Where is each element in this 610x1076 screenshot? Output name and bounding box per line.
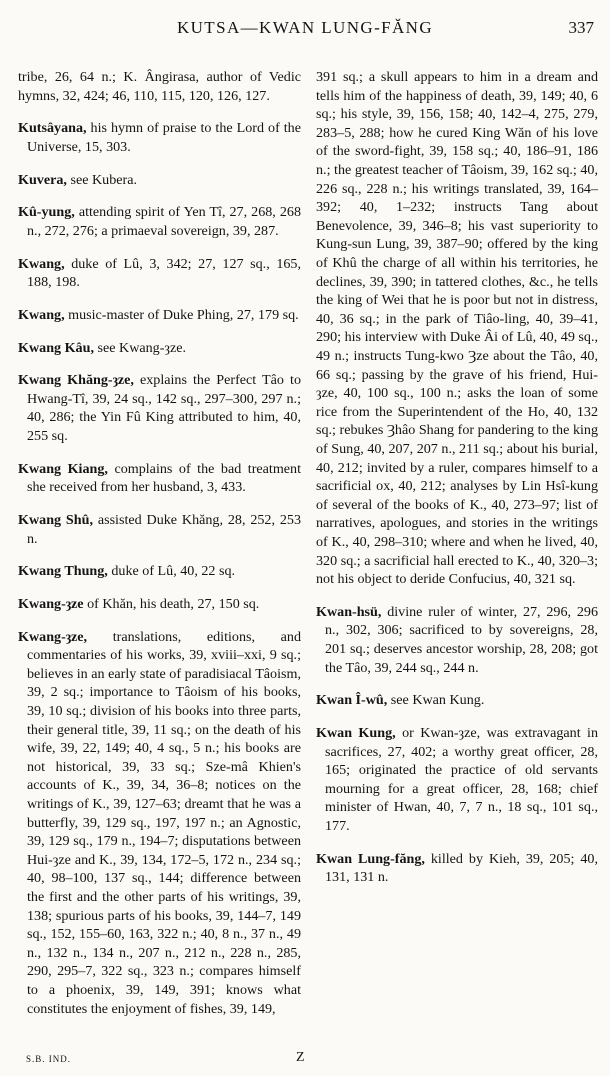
entry-text: explains the Perfect Tâo to Hwang-Tî, 39, 24 sq., 142 sq., 297–300, 297 n.; 40, 286; the Yin Fû King attributed to him, 40, 255 sq. — [27, 372, 301, 445]
entry-headword: Kwan Lung-făng, — [316, 850, 425, 867]
entry-text: his hymn of praise to the Lord of the Universe, 15, 303. — [27, 120, 301, 155]
index-entry — [316, 850, 598, 887]
entry-headword: Kwan-hsü, — [316, 603, 382, 620]
entry-headword: Kutsâyana, — [18, 120, 87, 137]
page-header — [0, 0, 610, 50]
entry-headword: Kwang, — [18, 306, 65, 323]
entry-headword: Kwan Î-wû, — [316, 692, 388, 709]
entry-text: tribe, 26, 64 n.; K. Ângirasa, author of Vedic hymns, 32, 424; 46, 110, 115, 120, 126, 127. — [18, 69, 301, 104]
index-entry — [18, 255, 301, 292]
entry-text: see Kwan Kung. — [387, 692, 485, 709]
left-column — [18, 54, 301, 1032]
entry-text: complains of the bad treatment she received from her husband, 3, 433. — [27, 460, 301, 496]
entry-text: attending spirit of Yen Tî, 27, 268, 268 n., 272, 276; a primaeval sovereign, 39, 287. — [27, 204, 301, 239]
entry-text: translations, editions, and commentaries of his works, 39, xviii–xxi, 9 sq.; believes in an early state of paradisiacal Tâoism, 39, 2 sq.; importance to Tâoism of his books, 39, 10 sq.; division of his books into three parts, their general title, 39, 11 sq.; on the death of his wife, 39, 22, 149; 40, 4 sq., 5 n.; his books are not historical, 39, 33 sq.; Sze-mâ Khien's accounts of K., 39, 34, 36–8; notices on the writings of K., 39, 127–63; dreamt that he was a butterfly, 39, 129 sq., 197, 197 n.; an Agnostic, 39, 129 sq., 179 n., 194–7; disputations between Hui-ȝze and K., 39, 134, 172–5, 172 n., 234 sq.; 40, 98–100, 137 sq., 144; difference between the first and the other parts of his writings, 39, 138; spurious parts of his books, 39, 144–7, 149 sq., 152, 155–60, 163, 322 n.; 40, 8 n., 37 n., 49 n., 132 n., 134 n., 207 n., 212 n., 228 n., 285, 290, 295–7, 322 sq., 323 n.; compares himself to a phoenix, 39, 149, 391; knows what constitutes the enjoyment of fishes, 39, 149, — [27, 628, 301, 1017]
index-entry — [18, 628, 301, 1018]
entry-text: killed by Kieh, 39, 205; 40, 131, 131 n. — [325, 850, 598, 886]
entry-text: see Kwang-ȝze. — [93, 339, 187, 356]
index-entry — [18, 460, 301, 497]
index-entry — [18, 339, 301, 358]
entry-headword: Kwang-ȝze — [18, 596, 84, 612]
page-footer — [0, 1050, 610, 1074]
entry-text: of Khăn, his death, 27, 150 sq. — [83, 596, 260, 612]
index-entry — [18, 562, 301, 581]
sheet-letter: Z — [296, 1050, 305, 1065]
index-entry — [18, 595, 301, 614]
entry-headword: Kwan Kung, — [316, 724, 396, 741]
index-entry — [18, 306, 301, 325]
page-number: 337 — [568, 18, 594, 37]
entry-headword: Kwang-ȝze, — [18, 628, 88, 645]
right-column — [316, 54, 598, 1032]
index-entry — [18, 171, 301, 190]
entry-headword: Kuvera, — [18, 171, 67, 188]
entry-headword: Kwang, — [18, 255, 65, 272]
entry-text: divine ruler of winter, 27, 296, 296 n., 302, 306; sacrificed to by sovereigns, 28, 201 sq.; deserves ancestor worship, 28, 208; got the Tâo, 39, 244 sq., 244 n. — [325, 603, 598, 676]
entry-text: 391 sq.; a skull appears to him in a dream and tells him of the happiness of death, 39, 149; 40, 6 sq.; his style, 39, 156, 158; 40, 142–4, 275, 279, 283–5, 288; how he cured King Wăn of his love of the sword-fight, 39, 158 sq.; 40, 186–91, 186 n.; the greatest teacher of Tâoism, 39, 162 sq.; 40, 226 sq., 228 n.; his writings translated, 39, 164–392; 40, 1–232; instructs Tang about Benevolence, 39, 346–8; his vast superiority to Kung-sun Lung, 39, 387–90; offered by the king of Khû the charge of all within his territories, he declines, 39, 390; in tattered clothes, &c., he tells the king of Wei that he is poor but not in distress, 40, 36 sq.; in the park of Tiâo-ling, 40, 39–41, 290; his interview with Duke Âi of Lû, 40, 49 sq., 49 n.; instructs Tung-kwo Ȝze about the Tâo, 40, 66 sq.; passing by the grave of his friend, Hui-ȝze, 40, 100 sq., 100 n.; asks the loan of some rice from the Superintendent of the Ho, 40, 132 sq.; rebukes Ȝhâo Shang for pandering to the king of Sung, 40, 207, 207 n., 211 sq.; about his burial, 40, 212; invited by a ruler, compares himself to a sacrificial ox, 40, 212; analyses by Lin Hsî-kung of several of the books of K., 40, 273–97; list of narratives, apologues, and stories in the writings of K., 40, 298–310; where and when he lived, 40, 320 sq.; a sacrificial hall erected to K., 40, 320–3; not his object to deride Confucius, 40, 321 sq. — [316, 69, 598, 588]
printer-signature: S.B. IND. — [26, 1054, 72, 1064]
entry-headword: Kwang Shû, — [18, 512, 93, 529]
index-entry — [18, 203, 301, 240]
index-columns — [18, 54, 598, 1032]
entry-text: music-master of Duke Phing, 27, 179 sq. — [64, 306, 299, 323]
entry-headword: Kwang Kiang, — [18, 460, 108, 477]
index-entry — [316, 68, 598, 589]
entry-headword: Kwang Khăng-ȝze, — [18, 372, 134, 389]
entry-text: or Kwan-ȝze, was extravagant in sacrifices, 27, 402; a worthy great officer, 28, 165; originated the practice of old servants mourning for a great officer, 28, 168; chief minister of Hwan, 40, 7, 7 n., 18 sq., 101 sq., 177. — [325, 724, 598, 834]
index-entry — [18, 511, 301, 548]
index-entry — [18, 371, 301, 445]
entry-headword: Kwang Thung, — [18, 563, 108, 580]
entry-text: assisted Duke Khăng, 28, 252, 253 n. — [27, 512, 301, 547]
entry-text: duke of Lû, 40, 22 sq. — [107, 563, 236, 580]
entry-text: duke of Lû, 3, 342; 27, 127 sq., 165, 188, 198. — [27, 255, 301, 291]
entry-headword: Kû-yung, — [18, 204, 75, 221]
index-entry — [316, 691, 598, 710]
index-entry — [18, 119, 301, 156]
index-entry — [18, 68, 301, 105]
running-head: KUTSA—KWAN LUNG-FĂNG — [176, 18, 434, 37]
index-entry — [316, 724, 598, 836]
index-entry — [316, 603, 598, 677]
entry-headword: Kwang Kâu, — [18, 339, 94, 356]
entry-text: see Kubera. — [66, 171, 137, 188]
